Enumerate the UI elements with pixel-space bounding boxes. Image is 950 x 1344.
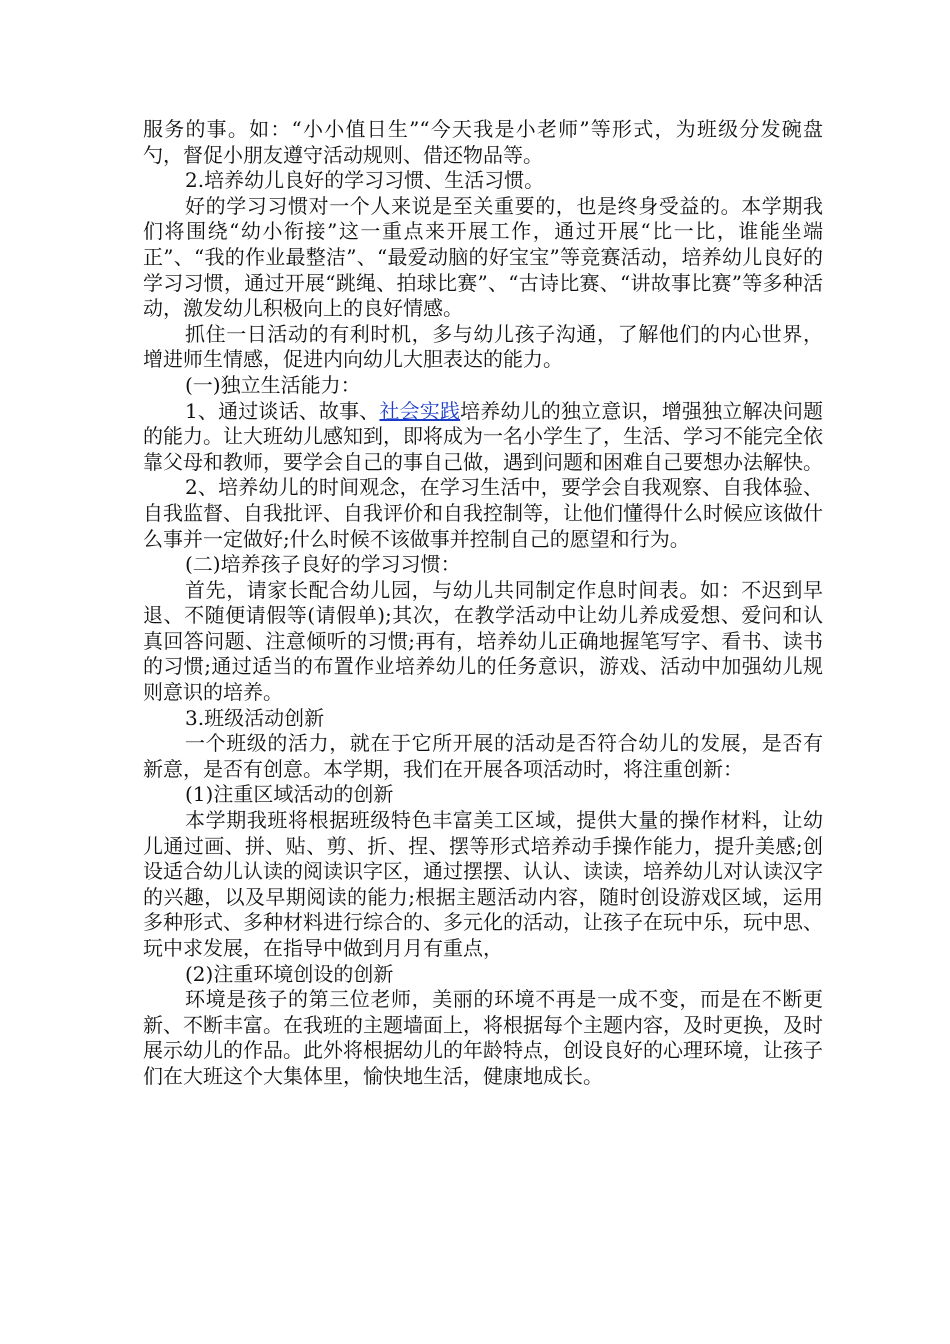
heading-class-innovation: 3.班级活动创新 (185, 705, 325, 730)
paragraph-learning-habits: 好的学习习惯对一个人来说是至关重要的，也是终身受益的。本学期我们将围绕“幼小衔接”这一重点来开展工作，通过开展“比一比，谁能坐端正”、“我的作业最整洁”、“最爱动脑的好宝宝”等竞赛活动，培养幼儿良好的学习习惯，通过开展“跳绳、拍球比赛”、“古诗比赛、“讲故事比赛”等多种活动，激发幼儿积极向上的良好情感。 (143, 193, 823, 321)
paragraph-time-concept: 2、培养幼儿的时间观念，在学习生活中，要学会自我观察、自我体验、自我监督、自我批评、自我评价和自我控制等，让他们懂得什么时候应该做什么事并一定做好;什么时候不该做事并控制自己的愿望和行为。 (143, 475, 823, 551)
social-practice-link[interactable]: 社会实践 (379, 398, 461, 423)
paragraph-area-innovation: 本学期我班将根据班级特色丰富美工区域，提供大量的操作材料，让幼儿通过画、拼、贴、剪、折、捏、摆等形式培养动手操作能力，提升美感;创设适合幼儿认读的阅读识字区，通过摆摆、认认、读读，培养幼儿对认读汉字的兴趣，以及早期阅读的能力;根据主题活动内容，随时创设游戏区域，运用多种形式、多种材料进行综合的、多元化的活动，让孩子在玩中乐，玩中思、玩中求发展，在指导中做到月月有重点， (143, 808, 823, 960)
paragraph-independence (143, 399, 823, 476)
paragraph-schedule: 首先，请家长配合幼儿园，与幼儿共同制定作息时间表。如：不迟到早退、不随便请假等(请假单);其次，在教学活动中让幼儿养成爱想、爱问和认真回答问题、注意倾听的习惯;再有，培养幼儿正确地握笔写字、看书、读书的习惯;通过适当的布置作业培养幼儿的任务意识，游戏、活动中加强幼儿规则意识的培养。 (143, 577, 823, 705)
paragraph-daily-activity: 抓住一日活动的有利时机，多与幼儿孩子沟通，了解他们的内心世界，增进师生情感，促进内向幼儿大胆表达的能力。 (143, 321, 823, 372)
heading-independent-living: (一)独立生活能力： (185, 372, 361, 397)
heading-good-study-habits: (二)培养孩子良好的学习习惯： (185, 552, 461, 577)
heading-area-innovation: (1)注重区域活动的创新 (185, 782, 394, 807)
paragraph-independence-lead: 1、通过谈话、故事、 (185, 398, 380, 423)
paragraph-environment: 环境是孩子的第三位老师，美丽的环境不再是一成不变，而是在不断更新、不断丰富。在我班的主题墙面上，将根据每个主题内容，及时更换，及时展示幼儿的作品。此外将根据幼儿的年龄特点，创设良好的心理环境，让孩子们在大班这个大集体里，愉快地生活，健康地成长。 (143, 987, 823, 1088)
heading-learning-habits: 2.培养幼儿良好的学习习惯、生活习惯。 (185, 168, 545, 193)
paragraph-class-vitality: 一个班级的活力，就在于它所开展的活动是否符合幼儿的发展，是否有新意，是否有创意。本学期，我们在开展各项活动时，将注重创新： (143, 731, 823, 781)
document-body (143, 117, 823, 1090)
heading-environment-innovation: (2)注重环境创设的创新 (185, 961, 394, 986)
paragraph-independence-rest: 培养幼儿的独立意识，增强独立解决问题的能力。让大班幼儿感知到，即将成为一名小学生了，生活、学习不能完全依靠父母和教师，要学会自己的事自己做，遇到问题和困难自己要想办法解快。 (143, 398, 824, 474)
paragraph-service: 服务的事。如：“小小值日生”“今天我是小老师”等形式，为班级分发碗盘勺，督促小朋友遵守活动规则、借还物品等。 (143, 117, 823, 167)
